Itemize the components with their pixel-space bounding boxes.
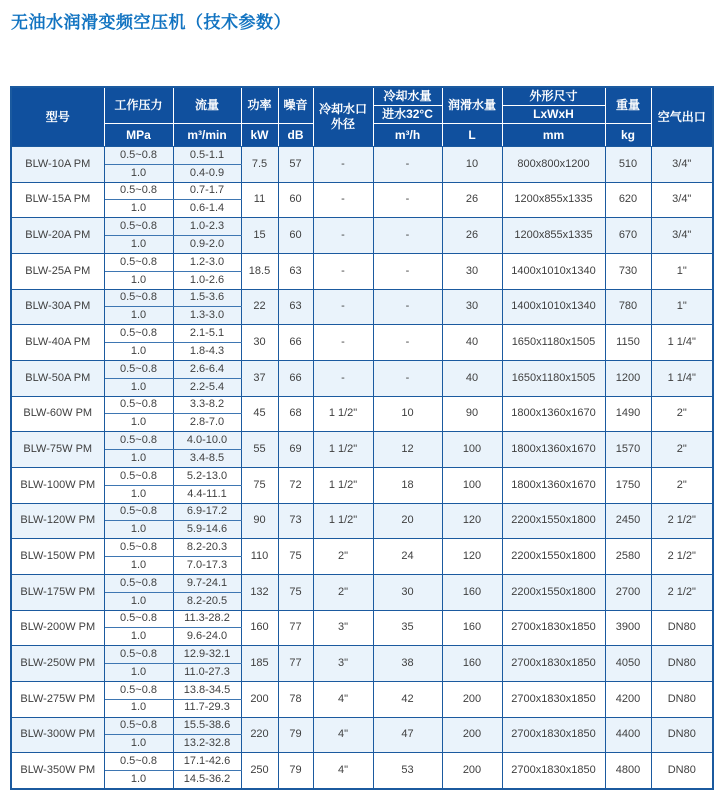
cell-flow-high: 4.4-11.1 (173, 485, 241, 503)
col-header-lube-water: 润滑水量 (442, 87, 502, 124)
cell-lube-water: 200 (442, 753, 502, 789)
cell-cooling-port: - (313, 325, 373, 361)
cell-air-outlet: DN80 (651, 646, 713, 682)
col-header-cooling-water-inlet: 进水32°C (373, 106, 442, 124)
cell-model: BLW-40A PM (11, 325, 104, 361)
cell-lube-water: 160 (442, 610, 502, 646)
cell-model: BLW-10A PM (11, 147, 104, 183)
cell-cooling-water: 24 (373, 539, 442, 575)
cell-flow-high: 2.2-5.4 (173, 378, 241, 396)
cell-flow-low: 2.1-5.1 (173, 325, 241, 343)
col-header-cooling-water: 冷却水量 (373, 87, 442, 106)
cell-pressure-high: 1.0 (104, 735, 173, 753)
cell-weight: 780 (605, 289, 651, 325)
cell-pressure-low: 0.5~0.8 (104, 218, 173, 236)
cell-noise: 78 (278, 681, 313, 717)
cell-cooling-water: 20 (373, 503, 442, 539)
cell-flow-low: 11.3-28.2 (173, 610, 241, 628)
cell-flow-high: 3.4-8.5 (173, 450, 241, 468)
cell-power: 110 (241, 539, 278, 575)
cell-pressure-high: 1.0 (104, 770, 173, 789)
table-row (11, 253, 713, 271)
cell-noise: 75 (278, 574, 313, 610)
cell-model: BLW-300W PM (11, 717, 104, 753)
cell-air-outlet: 1 1/4" (651, 360, 713, 396)
cell-flow-high: 0.4-0.9 (173, 164, 241, 182)
cell-dimensions: 1200x855x1335 (502, 182, 605, 218)
cell-flow-high: 1.8-4.3 (173, 343, 241, 361)
cell-pressure-low: 0.5~0.8 (104, 182, 173, 200)
cell-noise: 73 (278, 503, 313, 539)
cell-flow-high: 14.5-36.2 (173, 770, 241, 789)
cell-flow-high: 5.9-14.6 (173, 521, 241, 539)
cell-air-outlet: 2 1/2" (651, 503, 713, 539)
unit-flow: m³/min (173, 124, 241, 147)
cell-power: 30 (241, 325, 278, 361)
cell-flow-high: 9.6-24.0 (173, 628, 241, 646)
cell-flow-low: 6.9-17.2 (173, 503, 241, 521)
table-row (11, 218, 713, 236)
cell-air-outlet: 1" (651, 289, 713, 325)
cell-cooling-water: - (373, 218, 442, 254)
cell-dimensions: 800x800x1200 (502, 147, 605, 183)
page-title: 无油水润滑变频空压机（技术参数） (11, 13, 291, 32)
cell-dimensions: 1400x1010x1340 (502, 289, 605, 325)
cell-noise: 63 (278, 253, 313, 289)
col-header-dimensions: 外形尺寸 (502, 87, 605, 106)
cell-model: BLW-275W PM (11, 681, 104, 717)
cell-pressure-low: 0.5~0.8 (104, 432, 173, 450)
col-header-noise: 噪音 (278, 87, 313, 124)
cell-pressure-high: 1.0 (104, 236, 173, 254)
cell-cooling-water: 42 (373, 681, 442, 717)
col-header-model: 型号 (11, 87, 104, 147)
table-row (11, 753, 713, 771)
cell-pressure-high: 1.0 (104, 592, 173, 610)
cell-model: BLW-75W PM (11, 432, 104, 468)
cell-pressure-low: 0.5~0.8 (104, 574, 173, 592)
cell-cooling-port: - (313, 253, 373, 289)
cell-flow-low: 1.0-2.3 (173, 218, 241, 236)
cell-weight: 1490 (605, 396, 651, 432)
cell-dimensions: 2700x1830x1850 (502, 646, 605, 682)
cell-flow-low: 8.2-20.3 (173, 539, 241, 557)
cell-cooling-port: 1 1/2" (313, 432, 373, 468)
unit-lube-water: L (442, 124, 502, 147)
table-row (11, 147, 713, 165)
table-row (11, 182, 713, 200)
table-row (11, 289, 713, 307)
cell-cooling-port: 1 1/2" (313, 503, 373, 539)
cell-weight: 1570 (605, 432, 651, 468)
cell-pressure-low: 0.5~0.8 (104, 503, 173, 521)
cell-flow-high: 7.0-17.3 (173, 557, 241, 575)
cell-dimensions: 1800x1360x1670 (502, 396, 605, 432)
cell-flow-low: 2.6-6.4 (173, 360, 241, 378)
cell-pressure-low: 0.5~0.8 (104, 147, 173, 165)
cell-weight: 3900 (605, 610, 651, 646)
cell-power: 185 (241, 646, 278, 682)
cell-weight: 2450 (605, 503, 651, 539)
cell-pressure-high: 1.0 (104, 271, 173, 289)
cell-lube-water: 90 (442, 396, 502, 432)
unit-weight: kg (605, 124, 651, 147)
col-header-working-pressure: 工作压力 (104, 87, 173, 124)
cell-model: BLW-60W PM (11, 396, 104, 432)
spec-table-header (11, 87, 713, 147)
cell-cooling-port: - (313, 218, 373, 254)
cell-flow-low: 0.5-1.1 (173, 147, 241, 165)
cell-cooling-port: 1 1/2" (313, 396, 373, 432)
cell-noise: 60 (278, 182, 313, 218)
cell-noise: 66 (278, 325, 313, 361)
cell-model: BLW-25A PM (11, 253, 104, 289)
cell-cooling-port: 4" (313, 753, 373, 789)
cell-flow-high: 2.8-7.0 (173, 414, 241, 432)
cell-noise: 77 (278, 610, 313, 646)
cell-model: BLW-100W PM (11, 467, 104, 503)
cell-flow-low: 12.9-32.1 (173, 646, 241, 664)
cell-cooling-water: - (373, 360, 442, 396)
col-header-dimensions-sub: LxWxH (502, 106, 605, 124)
cell-pressure-high: 1.0 (104, 414, 173, 432)
cell-dimensions: 2700x1830x1850 (502, 717, 605, 753)
cell-noise: 60 (278, 218, 313, 254)
table-row (11, 432, 713, 450)
cell-flow-high: 11.7-29.3 (173, 699, 241, 717)
cell-cooling-port: - (313, 182, 373, 218)
cell-lube-water: 120 (442, 539, 502, 575)
cell-pressure-low: 0.5~0.8 (104, 396, 173, 414)
col-header-air-outlet: 空气出口 (651, 87, 713, 147)
cell-cooling-port: 2" (313, 539, 373, 575)
cell-pressure-high: 1.0 (104, 343, 173, 361)
cell-flow-high: 13.2-32.8 (173, 735, 241, 753)
table-row (11, 539, 713, 557)
cell-cooling-water: 30 (373, 574, 442, 610)
cell-power: 11 (241, 182, 278, 218)
unit-power: kW (241, 124, 278, 147)
cell-lube-water: 160 (442, 574, 502, 610)
cell-power: 15 (241, 218, 278, 254)
cell-pressure-high: 1.0 (104, 200, 173, 218)
cell-power: 18.5 (241, 253, 278, 289)
cell-weight: 1150 (605, 325, 651, 361)
cell-weight: 4800 (605, 753, 651, 789)
cell-lube-water: 160 (442, 646, 502, 682)
cell-lube-water: 100 (442, 432, 502, 468)
cell-weight: 2580 (605, 539, 651, 575)
unit-dimensions: mm (502, 124, 605, 147)
cell-weight: 510 (605, 147, 651, 183)
cell-dimensions: 1650x1180x1505 (502, 360, 605, 396)
table-row (11, 717, 713, 735)
cell-pressure-high: 1.0 (104, 664, 173, 682)
table-row (11, 646, 713, 664)
cell-air-outlet: 1" (651, 253, 713, 289)
cell-power: 220 (241, 717, 278, 753)
cell-flow-high: 0.6-1.4 (173, 200, 241, 218)
cell-weight: 730 (605, 253, 651, 289)
col-header-cooling-port-od: 冷却水口外径 (313, 87, 373, 147)
cell-power: 132 (241, 574, 278, 610)
cell-lube-water: 120 (442, 503, 502, 539)
cell-flow-high: 8.2-20.5 (173, 592, 241, 610)
cell-weight: 2700 (605, 574, 651, 610)
cell-noise: 79 (278, 717, 313, 753)
cell-pressure-low: 0.5~0.8 (104, 467, 173, 485)
cell-lube-water: 100 (442, 467, 502, 503)
cell-dimensions: 1400x1010x1340 (502, 253, 605, 289)
cell-flow-high: 1.0-2.6 (173, 271, 241, 289)
cell-cooling-water: 18 (373, 467, 442, 503)
cell-model: BLW-15A PM (11, 182, 104, 218)
cell-power: 75 (241, 467, 278, 503)
cell-model: BLW-120W PM (11, 503, 104, 539)
cell-cooling-water: - (373, 147, 442, 183)
cell-dimensions: 2700x1830x1850 (502, 753, 605, 789)
cell-power: 160 (241, 610, 278, 646)
col-header-flow: 流量 (173, 87, 241, 124)
cell-flow-high: 1.3-3.0 (173, 307, 241, 325)
cell-cooling-water: 53 (373, 753, 442, 789)
cell-dimensions: 1200x855x1335 (502, 218, 605, 254)
cell-cooling-port: - (313, 360, 373, 396)
cell-cooling-port: 4" (313, 681, 373, 717)
cell-model: BLW-20A PM (11, 218, 104, 254)
cell-cooling-port: 2" (313, 574, 373, 610)
cell-lube-water: 200 (442, 681, 502, 717)
table-row (11, 396, 713, 414)
col-header-weight: 重量 (605, 87, 651, 124)
cell-pressure-low: 0.5~0.8 (104, 610, 173, 628)
cell-flow-low: 13.8-34.5 (173, 681, 241, 699)
cell-air-outlet: 2 1/2" (651, 574, 713, 610)
cell-pressure-low: 0.5~0.8 (104, 681, 173, 699)
cell-noise: 79 (278, 753, 313, 789)
cell-flow-low: 4.0-10.0 (173, 432, 241, 450)
table-row (11, 360, 713, 378)
cell-flow-low: 9.7-24.1 (173, 574, 241, 592)
cell-pressure-high: 1.0 (104, 378, 173, 396)
cell-flow-low: 1.2-3.0 (173, 253, 241, 271)
cell-model: BLW-30A PM (11, 289, 104, 325)
unit-noise: dB (278, 124, 313, 147)
cell-lube-water: 26 (442, 218, 502, 254)
cell-noise: 69 (278, 432, 313, 468)
cell-dimensions: 1800x1360x1670 (502, 432, 605, 468)
cell-dimensions: 2200x1550x1800 (502, 503, 605, 539)
unit-working-pressure: MPa (104, 124, 173, 147)
cell-power: 37 (241, 360, 278, 396)
spec-table-body (11, 147, 713, 790)
cell-weight: 620 (605, 182, 651, 218)
cell-air-outlet: 2" (651, 467, 713, 503)
cell-air-outlet: 2 1/2" (651, 539, 713, 575)
cell-weight: 4400 (605, 717, 651, 753)
cell-pressure-high: 1.0 (104, 307, 173, 325)
cell-noise: 68 (278, 396, 313, 432)
cell-air-outlet: 2" (651, 432, 713, 468)
cell-pressure-high: 1.0 (104, 699, 173, 717)
cell-cooling-water: 47 (373, 717, 442, 753)
col-header-power: 功率 (241, 87, 278, 124)
cell-model: BLW-150W PM (11, 539, 104, 575)
cell-lube-water: 200 (442, 717, 502, 753)
cell-power: 7.5 (241, 147, 278, 183)
cell-dimensions: 2700x1830x1850 (502, 610, 605, 646)
cell-cooling-water: 35 (373, 610, 442, 646)
table-row (11, 681, 713, 699)
cell-flow-low: 5.2-13.0 (173, 467, 241, 485)
cell-power: 250 (241, 753, 278, 789)
cell-flow-low: 17.1-42.6 (173, 753, 241, 771)
cell-noise: 75 (278, 539, 313, 575)
cell-power: 22 (241, 289, 278, 325)
cell-pressure-high: 1.0 (104, 450, 173, 468)
cell-pressure-low: 0.5~0.8 (104, 325, 173, 343)
cell-weight: 670 (605, 218, 651, 254)
cell-flow-high: 0.9-2.0 (173, 236, 241, 254)
cell-pressure-high: 1.0 (104, 628, 173, 646)
cell-flow-high: 11.0-27.3 (173, 664, 241, 682)
cell-lube-water: 30 (442, 253, 502, 289)
cell-cooling-water: - (373, 325, 442, 361)
cell-pressure-low: 0.5~0.8 (104, 360, 173, 378)
cell-lube-water: 40 (442, 360, 502, 396)
cell-weight: 1750 (605, 467, 651, 503)
cell-lube-water: 10 (442, 147, 502, 183)
spec-table (10, 86, 714, 790)
cell-dimensions: 2200x1550x1800 (502, 539, 605, 575)
cell-cooling-water: - (373, 182, 442, 218)
cell-model: BLW-50A PM (11, 360, 104, 396)
table-row (11, 325, 713, 343)
cell-cooling-water: - (373, 289, 442, 325)
cell-power: 90 (241, 503, 278, 539)
cell-cooling-port: 4" (313, 717, 373, 753)
cell-model: BLW-350W PM (11, 753, 104, 789)
cell-pressure-high: 1.0 (104, 557, 173, 575)
cell-weight: 4200 (605, 681, 651, 717)
cell-air-outlet: DN80 (651, 681, 713, 717)
cell-lube-water: 26 (442, 182, 502, 218)
table-row (11, 574, 713, 592)
cell-cooling-water: 38 (373, 646, 442, 682)
cell-dimensions: 1650x1180x1505 (502, 325, 605, 361)
cell-pressure-low: 0.5~0.8 (104, 753, 173, 771)
cell-pressure-low: 0.5~0.8 (104, 539, 173, 557)
cell-air-outlet: DN80 (651, 610, 713, 646)
cell-pressure-high: 1.0 (104, 164, 173, 182)
cell-dimensions: 2200x1550x1800 (502, 574, 605, 610)
cell-flow-low: 15.5-38.6 (173, 717, 241, 735)
cell-pressure-high: 1.0 (104, 485, 173, 503)
cell-noise: 57 (278, 147, 313, 183)
cell-flow-low: 1.5-3.6 (173, 289, 241, 307)
cell-cooling-port: 3" (313, 610, 373, 646)
table-row (11, 467, 713, 485)
cell-noise: 66 (278, 360, 313, 396)
cell-pressure-low: 0.5~0.8 (104, 717, 173, 735)
cell-lube-water: 30 (442, 289, 502, 325)
cell-pressure-low: 0.5~0.8 (104, 646, 173, 664)
cell-air-outlet: DN80 (651, 753, 713, 789)
header-row-1 (11, 87, 713, 106)
cell-power: 200 (241, 681, 278, 717)
cell-cooling-port: - (313, 147, 373, 183)
cell-air-outlet: DN80 (651, 717, 713, 753)
cell-model: BLW-250W PM (11, 646, 104, 682)
cell-air-outlet: 3/4" (651, 182, 713, 218)
cell-cooling-water: - (373, 253, 442, 289)
cell-cooling-port: - (313, 289, 373, 325)
cell-flow-low: 3.3-8.2 (173, 396, 241, 414)
cell-air-outlet: 3/4" (651, 218, 713, 254)
cell-lube-water: 40 (442, 325, 502, 361)
cell-dimensions: 1800x1360x1670 (502, 467, 605, 503)
cell-model: BLW-200W PM (11, 610, 104, 646)
cell-air-outlet: 3/4" (651, 147, 713, 183)
cell-flow-low: 0.7-1.7 (173, 182, 241, 200)
cell-power: 55 (241, 432, 278, 468)
table-row (11, 610, 713, 628)
cell-pressure-low: 0.5~0.8 (104, 253, 173, 271)
cell-air-outlet: 1 1/4" (651, 325, 713, 361)
cell-model: BLW-175W PM (11, 574, 104, 610)
table-row (11, 503, 713, 521)
cell-noise: 77 (278, 646, 313, 682)
cell-pressure-high: 1.0 (104, 521, 173, 539)
cell-weight: 1200 (605, 360, 651, 396)
cell-weight: 4050 (605, 646, 651, 682)
cell-power: 45 (241, 396, 278, 432)
cell-cooling-port: 1 1/2" (313, 467, 373, 503)
cell-noise: 63 (278, 289, 313, 325)
cell-cooling-water: 12 (373, 432, 442, 468)
cell-pressure-low: 0.5~0.8 (104, 289, 173, 307)
cell-cooling-port: 3" (313, 646, 373, 682)
cell-air-outlet: 2" (651, 396, 713, 432)
cell-cooling-water: 10 (373, 396, 442, 432)
cell-noise: 72 (278, 467, 313, 503)
cell-dimensions: 2700x1830x1850 (502, 681, 605, 717)
unit-cooling-water: m³/h (373, 124, 442, 147)
